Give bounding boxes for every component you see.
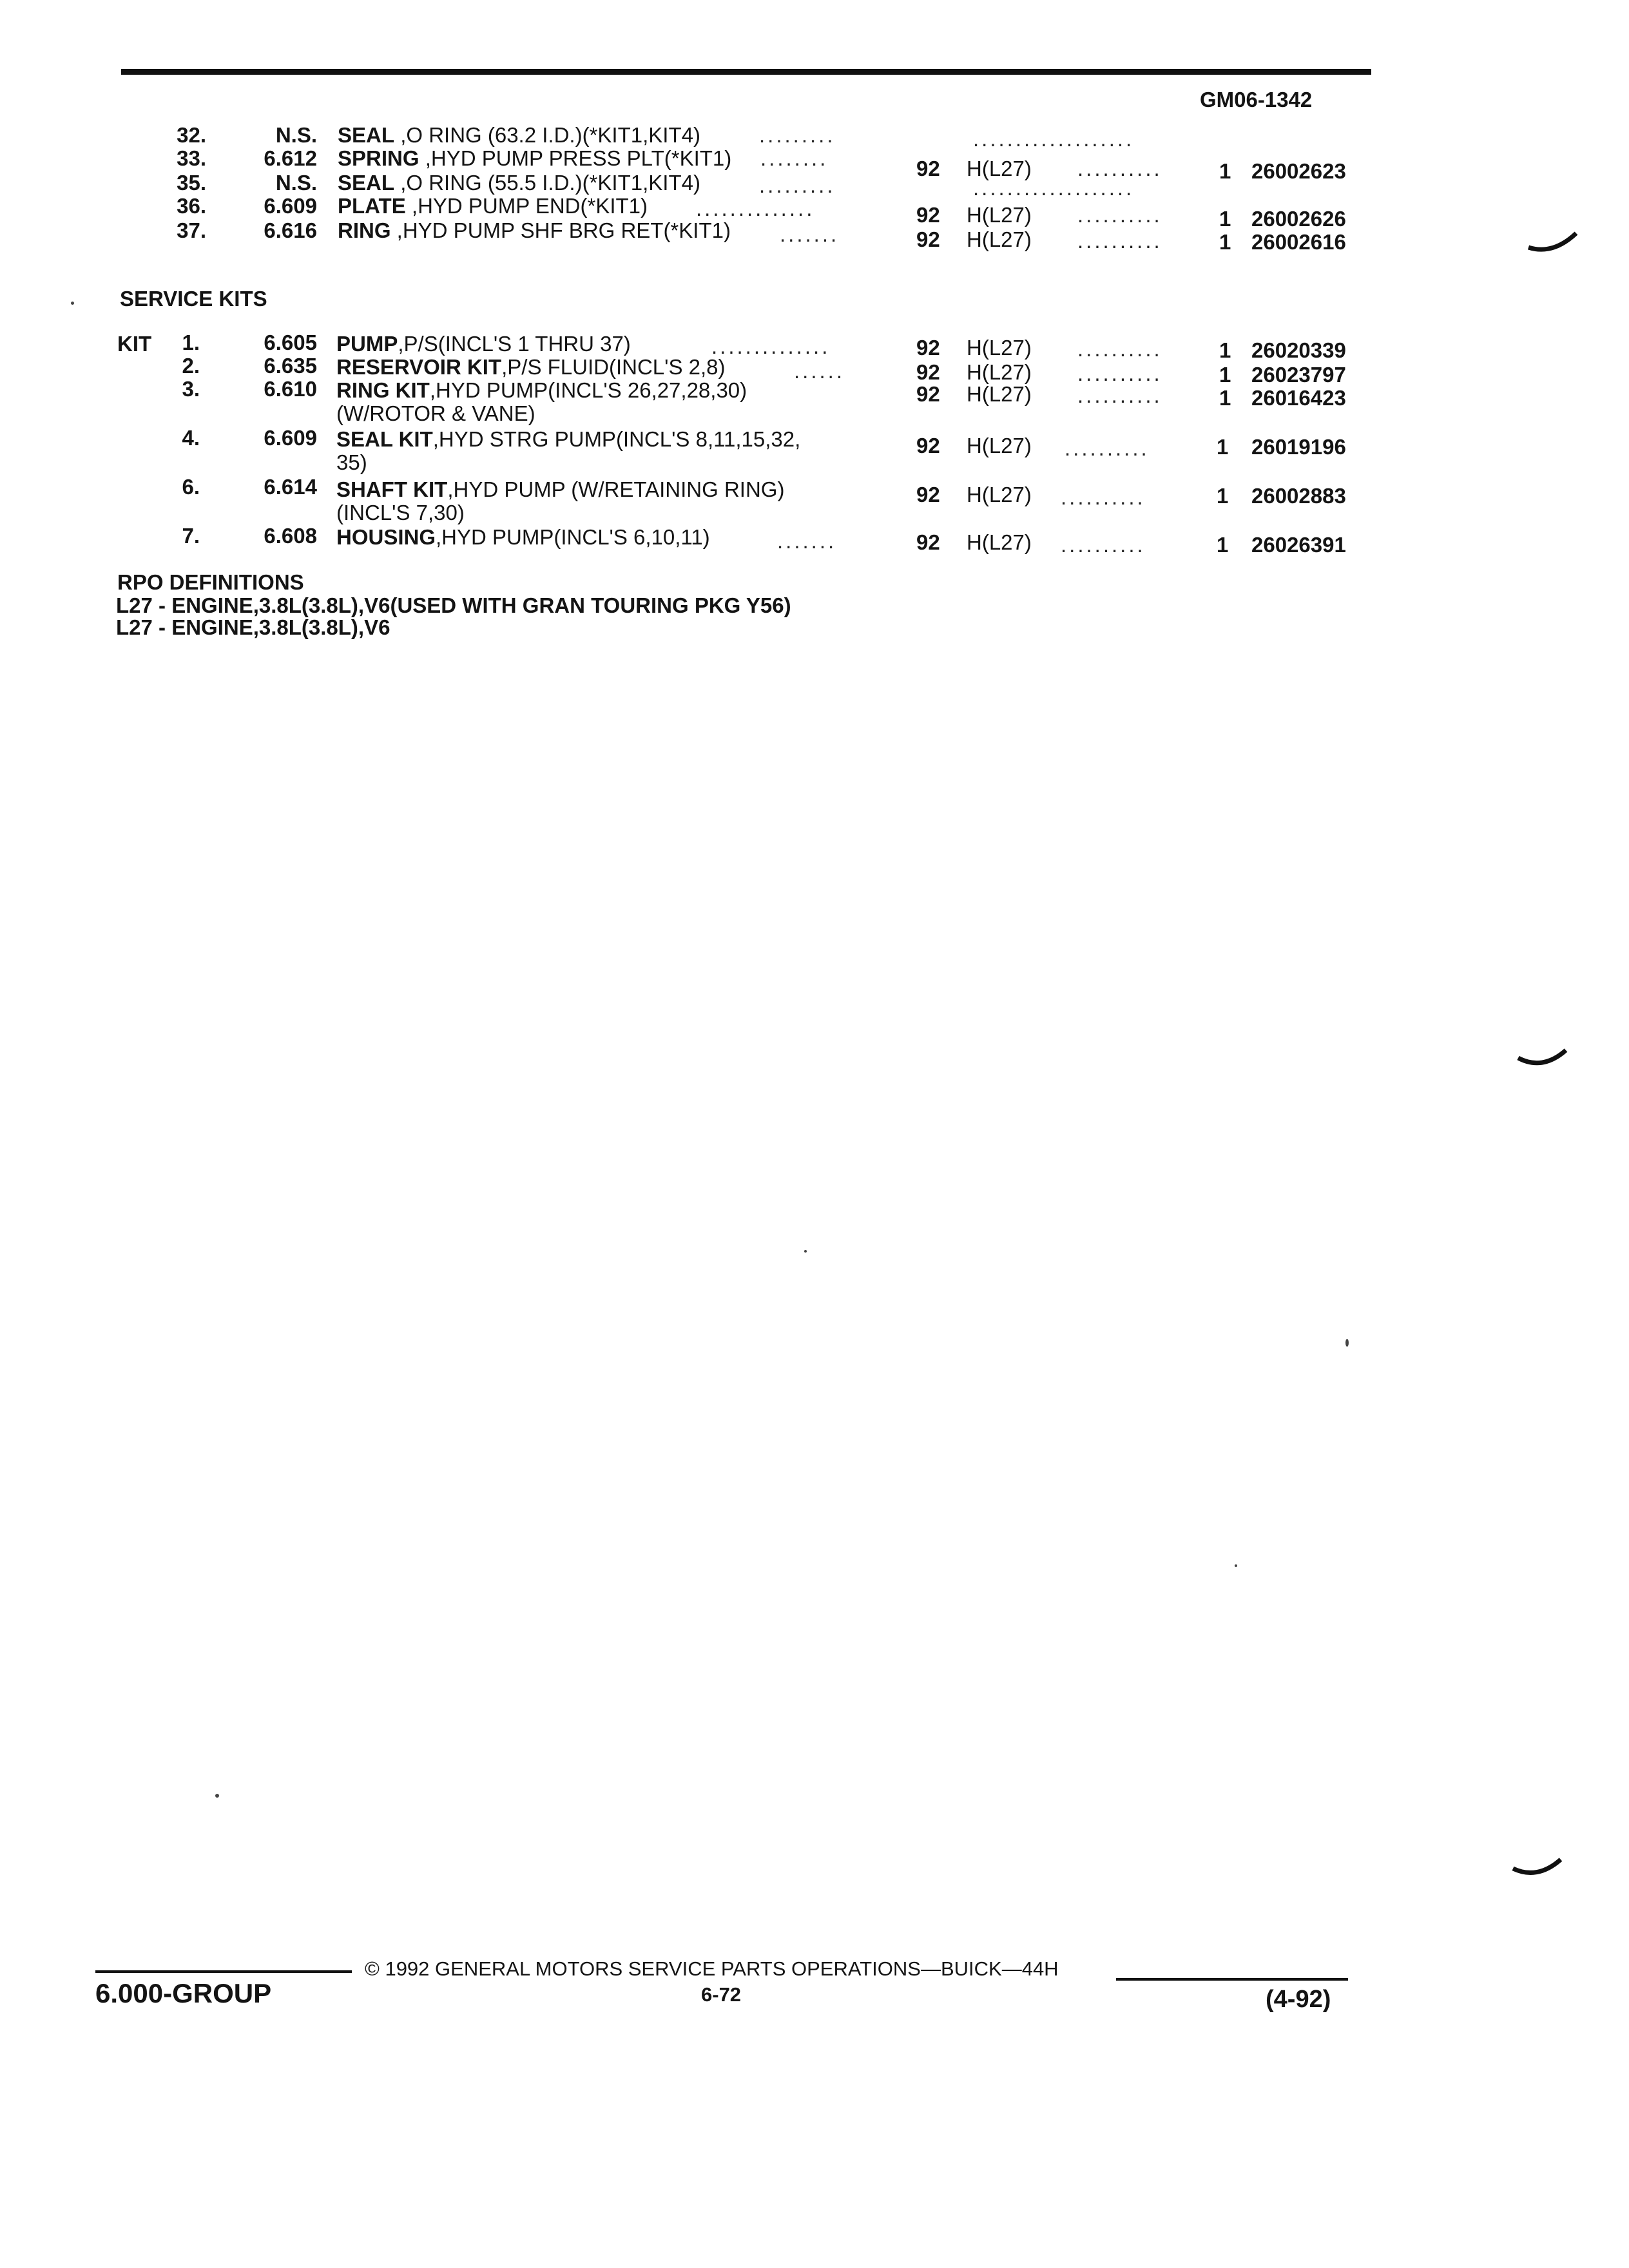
- leader-dots: ..........: [1077, 157, 1162, 180]
- kit-group: 6.609: [264, 426, 317, 450]
- item-desc: [338, 171, 700, 195]
- kit-part: 26002883: [1251, 484, 1346, 508]
- leader-dots: .......: [780, 223, 840, 246]
- kit-name: SEAL KIT: [336, 427, 433, 451]
- kit-qty: 1: [1217, 484, 1229, 508]
- leader-dots: .........: [759, 174, 836, 197]
- kit-series: H(L27): [967, 382, 1032, 406]
- kit-group: 6.610: [264, 377, 317, 401]
- kit-number: 2.: [182, 354, 200, 378]
- leader-dots: ...................: [973, 177, 1135, 200]
- kit-year: 92: [916, 530, 940, 554]
- scan-speck: [1235, 1564, 1237, 1567]
- item-qty: 1: [1219, 207, 1231, 231]
- item-name: SEAL: [338, 171, 395, 195]
- item-part: 26002626: [1251, 207, 1346, 231]
- kit-group: 6.635: [264, 354, 317, 378]
- footer-copyright: © 1992 GENERAL MOTORS SERVICE PARTS OPERATIONS—BUICK—44H: [365, 1957, 1059, 1980]
- kit-year: 92: [916, 483, 940, 506]
- kit-qty: 1: [1219, 338, 1231, 362]
- leader-dots: ..........: [1061, 533, 1146, 557]
- kit-series: H(L27): [967, 360, 1032, 384]
- item-year: 92: [916, 227, 940, 251]
- kit-number: 4.: [182, 426, 200, 450]
- item-desc-text: ,O RING (55.5 I.D.)(*KIT1,KIT4): [400, 171, 700, 195]
- kit-desc-text: ,HYD PUMP(INCL'S 6,10,11): [436, 525, 710, 549]
- item-desc-text: ,HYD PUMP END(*KIT1): [411, 194, 648, 218]
- kit-year: 92: [916, 382, 940, 406]
- leader-dots: ..........: [1077, 384, 1162, 407]
- doc-id: GM06-1342: [1200, 88, 1313, 111]
- kit-name: RING KIT: [336, 378, 430, 402]
- kit-number: 3.: [182, 377, 200, 401]
- item-year: 92: [916, 157, 940, 180]
- rpo-heading: RPO DEFINITIONS: [117, 570, 304, 594]
- kit-desc-text: ,HYD STRG PUMP(INCL'S 8,11,15,32,: [432, 427, 801, 451]
- leader-dots: ...................: [973, 128, 1135, 151]
- item-group: 6.616: [264, 218, 317, 242]
- item-name: SPRING: [338, 146, 419, 170]
- rpo-line: L27 - ENGINE,3.8L(3.8L),V6: [116, 615, 390, 639]
- item-desc: [338, 147, 731, 170]
- kit-name: HOUSING: [336, 525, 436, 549]
- kit-part: 26026391: [1251, 533, 1346, 557]
- kit-year: 92: [916, 336, 940, 360]
- footer-rule-left: [95, 1970, 352, 1973]
- item-part: 26002616: [1251, 230, 1346, 254]
- scan-speck: [1345, 1339, 1349, 1347]
- kit-part: 26023797: [1251, 363, 1346, 387]
- item-desc-text: ,O RING (63.2 I.D.)(*KIT1,KIT4): [400, 123, 700, 147]
- kit-desc: [336, 356, 726, 379]
- kit-series: H(L27): [967, 530, 1032, 554]
- leader-dots: ..........: [1077, 204, 1162, 227]
- kit-qty: 1: [1217, 435, 1229, 459]
- kit-desc-text: ,P/S(INCL'S 1 THRU 37): [398, 332, 631, 356]
- leader-dots: ..............: [696, 197, 815, 220]
- item-name: SEAL: [338, 123, 395, 147]
- item-part: 26002623: [1251, 159, 1346, 183]
- kit-qty: 1: [1219, 363, 1231, 387]
- kit-number: 6.: [182, 475, 200, 499]
- kit-part: 26019196: [1251, 435, 1346, 459]
- item-desc-text: ,HYD PUMP SHF BRG RET(*KIT1): [396, 218, 731, 242]
- kit-qty: 1: [1217, 533, 1229, 557]
- kit-series: H(L27): [967, 483, 1032, 506]
- kit-number: 7.: [182, 524, 200, 548]
- item-desc-text: ,HYD PUMP PRESS PLT(*KIT1): [425, 146, 732, 170]
- footer-page-number: 6-72: [701, 1983, 742, 2006]
- kit-group: 6.614: [264, 475, 317, 499]
- leader-dots: ......: [794, 360, 845, 383]
- kit-desc: [336, 526, 710, 549]
- kit-desc-line2: 35): [336, 450, 367, 474]
- kit-desc-line2: (INCL'S 7,30): [336, 501, 465, 524]
- item-desc: [338, 124, 700, 147]
- kit-part: 26020339: [1251, 338, 1346, 362]
- item-name: PLATE: [338, 194, 406, 218]
- rpo-line: L27 - ENGINE,3.8L(3.8L),V6(USED WITH GRAN TOURING PKG Y56): [116, 593, 791, 617]
- item-number: 36.: [177, 194, 206, 218]
- leader-dots: .......: [777, 530, 837, 553]
- leader-dots: ..........: [1065, 437, 1150, 460]
- scan-speck: [804, 1250, 807, 1253]
- leader-dots: ..........: [1061, 486, 1146, 509]
- kit-name: PUMP: [336, 332, 398, 356]
- item-number: 32.: [177, 123, 206, 147]
- leader-dots: ..........: [1077, 362, 1162, 385]
- item-group: N.S.: [275, 171, 317, 195]
- kit-desc-text: ,HYD PUMP(INCL'S 26,27,28,30): [429, 378, 747, 402]
- kit-series: H(L27): [967, 434, 1032, 457]
- leader-dots: ..........: [1077, 338, 1162, 361]
- item-series: H(L27): [967, 203, 1032, 227]
- binder-hole-mark: [1512, 1852, 1563, 1884]
- kit-name: SHAFT KIT: [336, 477, 448, 501]
- item-number: 33.: [177, 146, 206, 170]
- item-desc: [338, 219, 731, 242]
- kit-desc: [336, 379, 747, 402]
- kit-desc: [336, 428, 800, 451]
- leader-dots: ..............: [711, 335, 831, 358]
- item-name: RING: [338, 218, 391, 242]
- kit-qty: 1: [1219, 386, 1231, 410]
- kit-group: 6.605: [264, 331, 317, 354]
- leader-dots: ..........: [1077, 229, 1162, 253]
- item-qty: 1: [1219, 159, 1231, 183]
- item-series: H(L27): [967, 157, 1032, 180]
- kit-desc: [336, 478, 784, 501]
- footer-group: 6.000-GROUP: [95, 1978, 272, 2008]
- kit-desc-text: ,HYD PUMP (W/RETAINING RING): [447, 477, 785, 501]
- kit-part: 26016423: [1251, 386, 1346, 410]
- kit-desc: [336, 332, 631, 356]
- kit-group: 6.608: [264, 524, 317, 548]
- kit-desc-text: ,P/S FLUID(INCL'S 2,8): [501, 355, 726, 379]
- binder-hole-mark: [1527, 224, 1579, 256]
- kit-desc-line2: (W/ROTOR & VANE): [336, 401, 535, 425]
- item-desc: [338, 195, 648, 218]
- item-year: 92: [916, 203, 940, 227]
- item-group: N.S.: [275, 123, 317, 147]
- footer-rule-right: [1116, 1978, 1348, 1981]
- section-heading: SERVICE KITS: [120, 287, 267, 311]
- item-number: 35.: [177, 171, 206, 195]
- footer-date: (4-92): [1266, 1986, 1331, 2013]
- item-series: H(L27): [967, 227, 1032, 251]
- item-qty: 1: [1219, 230, 1231, 254]
- kit-name: RESERVOIR KIT: [336, 355, 502, 379]
- kit-year: 92: [916, 360, 940, 384]
- kit-label: KIT: [117, 332, 152, 356]
- leader-dots: ........: [760, 147, 829, 170]
- leader-dots: .........: [759, 124, 836, 147]
- kit-year: 92: [916, 434, 940, 457]
- kit-number: 1.: [182, 331, 200, 354]
- item-group: 6.609: [264, 194, 317, 218]
- kit-series: H(L27): [967, 336, 1032, 360]
- scan-speck: [71, 302, 74, 305]
- top-rule: [121, 69, 1371, 75]
- item-number: 37.: [177, 218, 206, 242]
- scan-speck: [215, 1794, 219, 1798]
- item-group: 6.612: [264, 146, 317, 170]
- binder-hole-mark: [1517, 1044, 1568, 1076]
